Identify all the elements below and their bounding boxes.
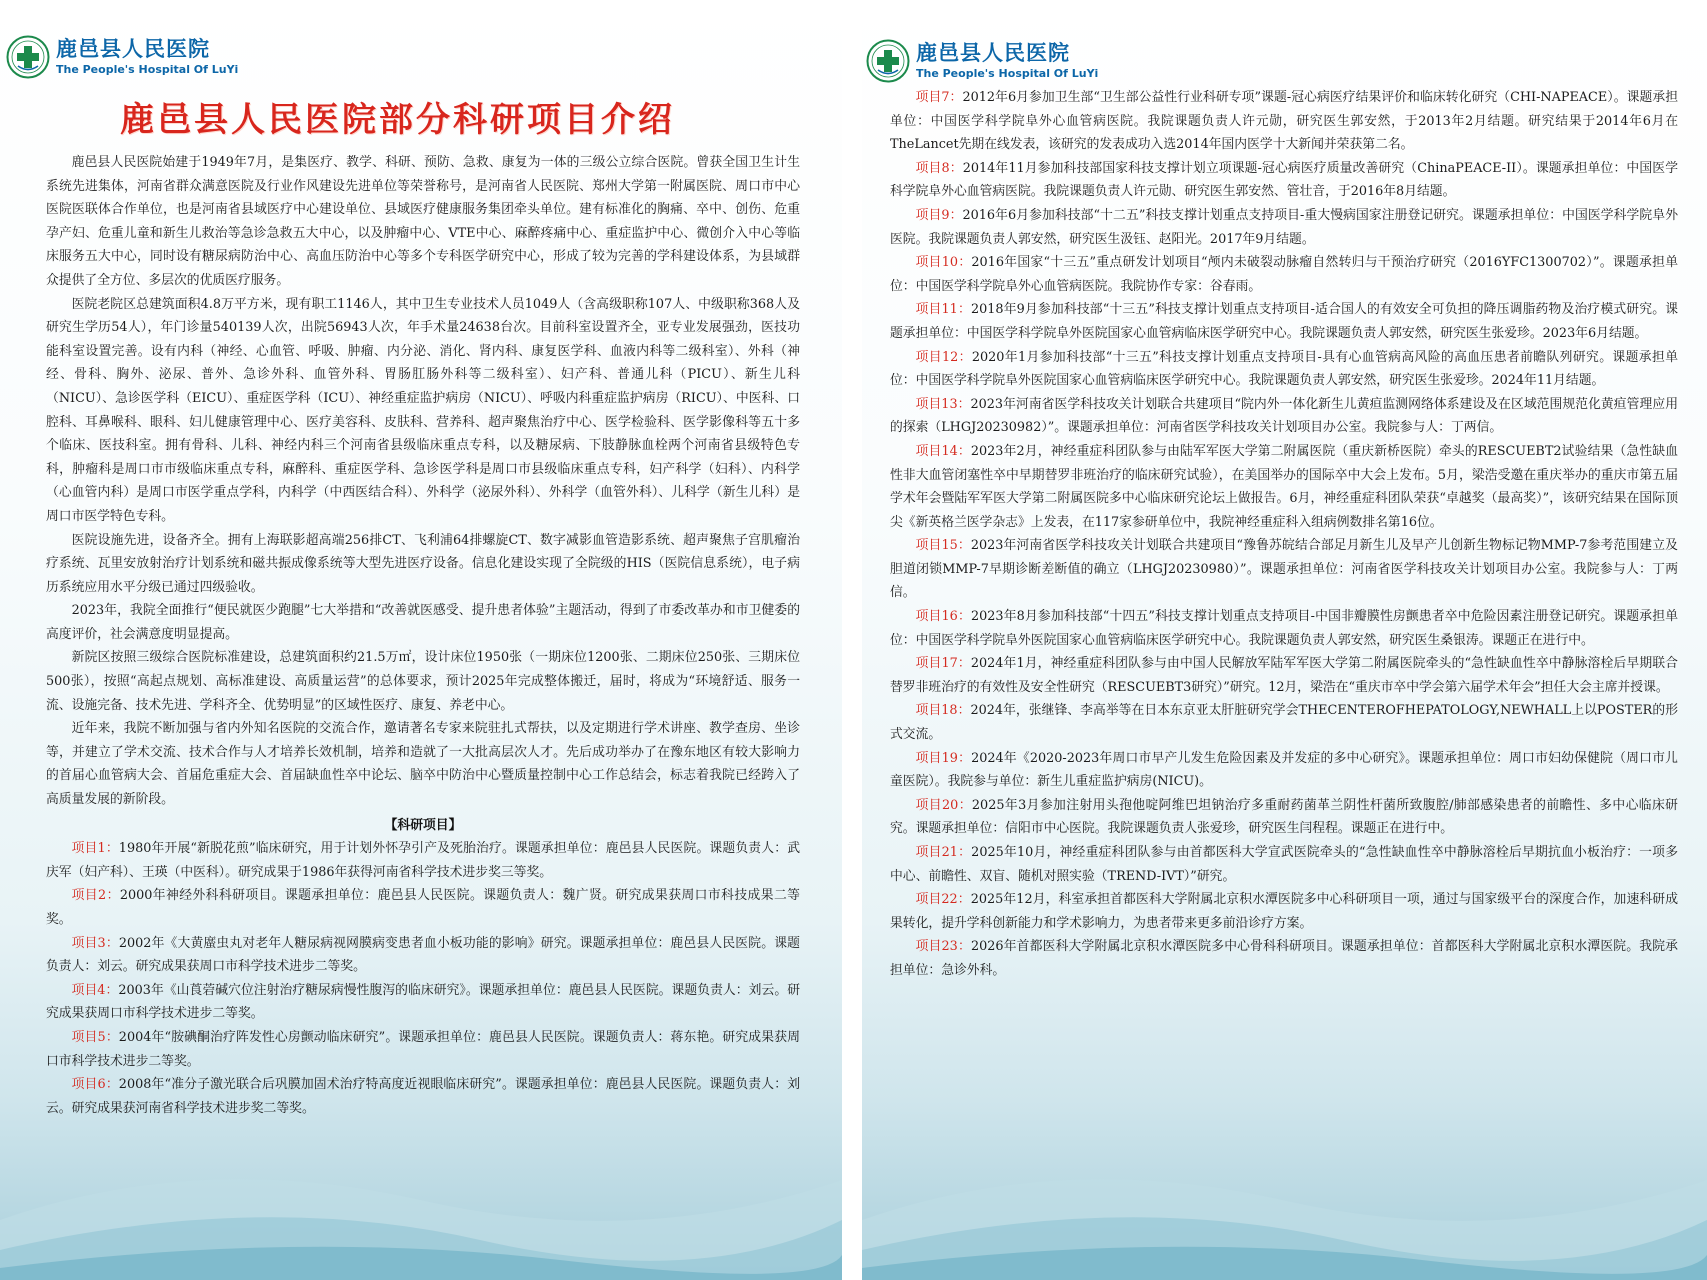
project-text: 2023年河南省医学科技攻关计划联合共建项目“院内外一体化新生儿黄疸监测网络体系建设及在区域范围规范化黄疸管理应用的探索（LHGJ20230982）”。课题承担单位：河南省医学科技攻关计划项目办公室。我院参与人：丁两信。: [890, 396, 1678, 436]
project-label: 项目1：: [71, 841, 119, 857]
project-item: [890, 747, 1678, 794]
project-text: 2012年6月参加卫生部“卫生部公益性行业科研专项”课题-冠心病医疗结果评价和临床转化研究（CHI-NAPEACE）。课题承担单位：中国医学科学院阜外心血管病医院。我院课题负责人许元勋，研究医生郭安然，于2013年2月结题。研究结果于2014年6月在TheLancet先期在线发表，该研究的发表成功入选2014年国内医学十大新闻并荣获第二名。: [890, 90, 1678, 153]
project-item: [46, 979, 800, 1026]
project-label: 项目22：: [915, 892, 971, 908]
project-label: 项目6：: [71, 1077, 119, 1093]
project-text: 2008年“准分子激光联合后巩膜加固术治疗特高度近视眼临床研究”。课题承担单位：鹿邑县人民医院。课题负责人：刘云。研究成果获河南省科学技术进步奖二等奖。: [46, 1077, 800, 1116]
project-item: [890, 86, 1678, 157]
intro-paragraph: 2023年，我院全面推行“便民就医少跑腿”七大举措和“改善就医感受、提升患者体验”主题活动，得到了市委改革办和市卫健委的高度评价，社会满意度明显提高。: [46, 603, 800, 642]
project-item: [890, 794, 1678, 841]
project-item: [46, 884, 800, 931]
left-body-text: [46, 151, 800, 1120]
hospital-header: [866, 36, 1098, 86]
project-text: 2002年《大黄䗪虫丸对老年人糖尿病视网膜病变患者血小板功能的影响》研究。课题承担单位：鹿邑县人民医院。课题负责人：刘云。研究成果获周口市科学技术进步二等奖。: [46, 935, 800, 975]
hospital-name-cn: 鹿邑县人民医院: [916, 41, 1070, 65]
project-text: 2024年，张继锋、李高举等在日本东京亚太肝脏研究学会THECENTEROFHEPATOLOGY,NEWHALL上以POSTER的形式交流。: [890, 703, 1678, 743]
project-text: 2025年10月，神经重症科团队参与由首都医科大学宣武医院牵头的“急性缺血性卒中静脉溶栓后早期抗血小板治疗：一项多中心、前瞻性、双盲、随机对照实验（TREND-IVT）”研究。: [890, 845, 1678, 884]
project-text: 2026年首都医科大学附属北京积水潭医院多中心骨科科研项目。课题承担单位：首都医科大学附属北京积水潭医院。我院承担单位：急诊外科。: [890, 939, 1678, 978]
page-title: 鹿邑县人民医院部分科研项目介绍: [120, 100, 675, 140]
project-item: [46, 1073, 800, 1120]
intro-paragraph: 鹿邑县人民医院始建于1949年7月，是集医疗、教学、科研、预防、急救、康复为一体的三级公立综合医院。曾获全国卫生计生系统先进集体，河南省群众满意医院及行业作风建设先进单位等荣誉称号，是河南省人民医院、郑州大学第一附属医院、周口市中心医院医联体合作单位，也是河南省县域医疗中心建设单位、县域医疗健康服务集团牵头单位。建有标准化的胸痛、卒中、创伤、危重孕产妇、危重儿童和新生儿救治等急诊急救五大中心，以及肿瘤中心、VTE中心、麻醉疼痛中心、重症监护中心、微创介入中心等临床服务五大中心，同时设有糖尿病防治中心、高血压防治中心等多个专科医学研究中心，形成了较为完善的学科建设体系，为县域群众提供了全方位、多层次的优质医疗服务。: [46, 155, 800, 288]
project-item: [46, 837, 800, 884]
hospital-name-cn: 鹿邑县人民医院: [56, 37, 210, 61]
project-label: 项目3：: [71, 935, 119, 951]
project-item: [890, 157, 1678, 204]
project-text: 2025年3月参加注射用头孢他啶阿维巴坦钠治疗多重耐药菌革兰阴性杆菌所致腹腔/肺部感染患者的前瞻性、多中心临床研究。课题承担单位：信阳市中心医院。我院课题负责人张爱珍，研究医生闫程程。课题正在进行中。: [890, 797, 1678, 837]
project-label: 项目8：: [915, 160, 963, 176]
project-label: 项目4：: [71, 982, 119, 998]
project-label: 项目16：: [915, 609, 971, 625]
page-gutter: [842, 0, 862, 1280]
project-text: 2023年河南省医学科技攻关计划联合共建项目“豫鲁苏皖结合部足月新生儿及早产儿创新生物标记物MMP-7参考范围建立及胆道闭锁MMP-7早期诊断差断值的确立（LHGJ20230980）”。课题承担单位：河南省医学科技攻关计划项目办公室。我院参与人：丁两信。: [890, 538, 1678, 601]
project-item: [890, 841, 1678, 888]
project-item: [890, 605, 1678, 652]
right-page: [862, 0, 1707, 1280]
project-label: 项目19：: [915, 750, 972, 766]
project-label: 项目11：: [915, 302, 971, 318]
intro-paragraph: 医院设施先进，设备齐全。拥有上海联影超高端256排CT、飞利浦64排螺旋CT、数字减影血管造影系统、超声聚焦子宫肌瘤治疗系统、瓦里安放射治疗计划系统和磁共振成像系统等大型先进医疗设备。信息化建设实现了全院级的HIS（医院信息系统），电子病历系统应用水平分级已通过四级验收。: [46, 532, 800, 595]
project-label: 项目17：: [915, 656, 971, 672]
project-item: [890, 534, 1678, 605]
project-text: 2023年8月参加科技部“十四五”科技支撑计划重点支持项目-中国非瓣膜性房颤患者卒中危险因素注册登记研究。课题承担单位：中国医学科学院阜外医院国家心血管病临床医学研究中心。我院课题负责人郭安然，研究医生桑银涛。课题正在进行中。: [890, 609, 1678, 648]
project-item: [890, 935, 1678, 982]
left-page: [0, 0, 842, 1280]
project-text: 1980年开展“新脱花煎”临床研究，用于计划外怀孕引产及死胎治疗。课题承担单位：鹿邑县人民医院。课题负责人：武庆军（妇产科）、王瑛（中医科）。研究成果于1986年获得河南省科学技术进步奖三等奖。: [46, 841, 800, 880]
project-text: 2016年国家“十三五”重点研发计划项目“颅内未破裂动脉瘤自然转归与干预治疗研究（2016YFC1300702）”。课题承担单位：中国医学科学院阜外心血管病医院。我院协作专家：谷春雨。: [890, 255, 1678, 294]
project-text: 2024年1月，神经重症科团队参与由中国人民解放军陆军军医大学第二附属医院牵头的“急性缺血性卒中静脉溶栓后早期联合替罗非班治疗的有效性及安全性研究（RESCUEBT3研究）”研究。12月，梁浩在“重庆市卒中学会第六届学术年会”担任大会主席并授课。: [890, 656, 1678, 695]
project-label: 项目21：: [915, 845, 972, 860]
project-item: [46, 1026, 800, 1073]
project-label: 项目18：: [915, 703, 971, 719]
project-text: 2003年《山莨菪碱穴位注射治疗糖尿病慢性腹泻的临床研究》。课题承担单位：鹿邑县人民医院。课题负责人：刘云。研究成果获周口市科学技术进步二等奖。: [46, 982, 800, 1022]
project-label: 项目12：: [915, 349, 972, 365]
decorative-wave: [862, 1110, 1707, 1280]
project-text: 2000年神经外科科研项目。课题承担单位：鹿邑县人民医院。课题负责人：魏广贤。研究成果获周口市科技成果二等奖。: [46, 888, 800, 927]
project-label: 项目13：: [915, 396, 971, 412]
section-heading: 【科研项目】: [384, 817, 462, 833]
project-label: 项目15：: [915, 538, 971, 554]
project-text: 2020年1月参加科技部“十三五”科技支撑计划重点支持项目-具有心血管病高风险的高血压患者前瞻队列研究。课题承担单位：中国医学科学院阜外医院国家心血管病临床医学研究中心。我院课题负责人郭安然，研究医生张爱珍。2024年11月结题。: [890, 349, 1678, 389]
intro-paragraph: 医院老院区总建筑面积4.8万平方米，现有职工1146人，其中卫生专业技术人员1049人（含高级职称107人、中级职称368人及研究生学历54人），年门诊量540139人次，出院56943人次，年手术量24638台次。目前科室设置齐全，亚专业发展强劲，医技功能科室设置完善。设有内科（神经、心血管、呼吸、肿瘤、内分泌、消化、肾内科、康复医学科、血液内科等二级科室）、外科（神经、骨科、胸外、泌尿、普外、急诊外科、血管外科、胃肠肛肠外科等二级科室）、妇产科、普通儿科（PICU）、新生儿科（NICU）、急诊医学科（EICU）、重症医学科（ICU）、神经重症监护病房（NICU）、呼吸内科重症监护病房（RICU）、中医科、口腔科、耳鼻喉科、眼科、妇儿健康管理中心、医疗美容科、皮肤科、营养科、超声聚焦治疗中心、医学检验科、医学影像科等五十多个临床、医技科室。拥有骨科、儿科、神经内科三个河南省县级临床重点专科，以及糖尿病、下肢静脉血栓两个河南省县级特色专科，肿瘤科是周口市市级临床重点专科，麻醉科、重症医学科、急诊医学科是周口市县级临床重点专科，妇产科学（妇科）、内科学（心血管内科）是周口市医学重点学科，内科学（中西医结合科）、外科学（泌尿外科）、外科学（血管外科）、儿科学（新生儿科）是周口市医学特色专科。: [46, 296, 800, 524]
hospital-header: [6, 32, 238, 82]
project-item: [890, 251, 1678, 298]
project-item: [890, 298, 1678, 345]
project-text: 2014年11月参加科技部国家科技支撑计划立项课题-冠心病医疗质量改善研究（ChinaPEACE-II）。课题承担单位：中国医学科学院阜外心血管病医院。我院课题负责人许元勋、研究医生郭安然、管壮音，于2016年8月结题。: [890, 160, 1678, 200]
project-item: [890, 440, 1678, 534]
hospital-emblem-icon: [866, 39, 910, 83]
project-label: 项目10：: [915, 255, 972, 271]
project-text: 2025年12月，科室承担首都医科大学附属北京积水潭医院多中心科研项目一项，通过与国家级平台的深度合作，加速科研成果转化，提升学科创新能力和学术影响力，为患者带来更多前沿诊疗方案。: [890, 892, 1678, 931]
project-item: [890, 204, 1678, 251]
project-item: [890, 652, 1678, 699]
intro-paragraph: 新院区按照三级综合医院标准建设，总建筑面积约21.5万㎡，设计床位1950张（一期床位1200张、二期床位250张、三期床位500张），按照“高起点规划、高标准建设、高质量运营”的总体要求，预计2025年完成整体搬迁，届时，将成为“环境舒适、服务一流、设施完备、技术先进、学科齐全、优势明显”的区域性医疗、康复、养老中心。: [46, 650, 800, 713]
project-label: 项目20：: [915, 797, 972, 813]
hospital-emblem-icon: [6, 35, 50, 79]
right-body-text: [890, 86, 1678, 983]
project-item: [890, 888, 1678, 935]
project-item: [890, 346, 1678, 393]
project-text: 2023年2月，神经重症科团队参与由陆军军医大学第二附属医院（重庆新桥医院）牵头的RESCUEBT2试验结果（急性缺血性非大血管闭塞性卒中早期替罗非班治疗的临床研究试验），在美国举办的国际卒中大会上发布。5月，梁浩受邀在重庆举办的重庆市第五届学术年会暨陆军军医大学第二附属医院多中心临床研究论坛上做报告。6月，神经重症科团队荣获“卓越奖（最高奖）”，该研究结果在国际顶尖《新英格兰医学杂志》上发表，在117家参研单位中，我院神经重症科入组病例数排名第16位。: [890, 443, 1678, 530]
project-label: 项目2：: [71, 888, 120, 904]
project-label: 项目23：: [915, 939, 971, 955]
decorative-wave: [0, 1110, 842, 1280]
project-text: 2018年9月参加科技部“十三五”科技支撑计划重点支持项目-适合国人的有效安全可负担的降压调脂药物及治疗模式研究。课题承担单位：中国医学科学院阜外医院国家心血管病临床医学研究中心。我院课题负责人郭安然，研究医生张爱珍。2023年6月结题。: [890, 302, 1678, 341]
project-label: 项目9：: [915, 207, 963, 223]
project-item: [890, 393, 1678, 440]
project-text: 2016年6月参加科技部“十二五”科技支撑计划重点支持项目-重大慢病国家注册登记研究。课题承担单位：中国医学科学院阜外医院。我院课题负责人郭安然，研究医生汲钰、赵阳光。2017年9月结题。: [890, 207, 1678, 247]
project-label: 项目5：: [71, 1029, 119, 1045]
project-item: [890, 699, 1678, 746]
intro-paragraph: 近年来，我院不断加强与省内外知名医院的交流合作，邀请著名专家来院驻扎式帮扶，以及定期进行学术讲座、教学查房、坐诊等，并建立了学术交流、技术合作与人才培养长效机制，培养和造就了一大批高层次人才。先后成功举办了在豫东地区有较大影响力的首届心血管病大会、首届危重症大会、首届缺血性卒中论坛、脑卒中防治中心暨质量控制中心工作总结会，标志着我院已经跨入了高质量发展的新阶段。: [46, 721, 800, 808]
project-label: 项目14：: [915, 443, 971, 459]
hospital-name-en: The People's Hospital Of LuYi: [56, 63, 239, 76]
project-text: 2024年《2020-2023年周口市早产儿发生危险因素及并发症的多中心研究》。课题承担单位：周口市妇幼保健院（周口市儿童医院）。我院参与单位：新生儿重症监护病房(NICU)。: [890, 750, 1678, 790]
project-item: [46, 932, 800, 979]
hospital-name-en: The People's Hospital Of LuYi: [916, 67, 1099, 80]
project-text: 2004年“胺碘酮治疗阵发性心房颤动临床研究”。课题承担单位：鹿邑县人民医院。课题负责人：蒋东艳。研究成果获周口市科学技术进步二等奖。: [46, 1029, 800, 1069]
project-label: 项目7：: [915, 90, 963, 105]
